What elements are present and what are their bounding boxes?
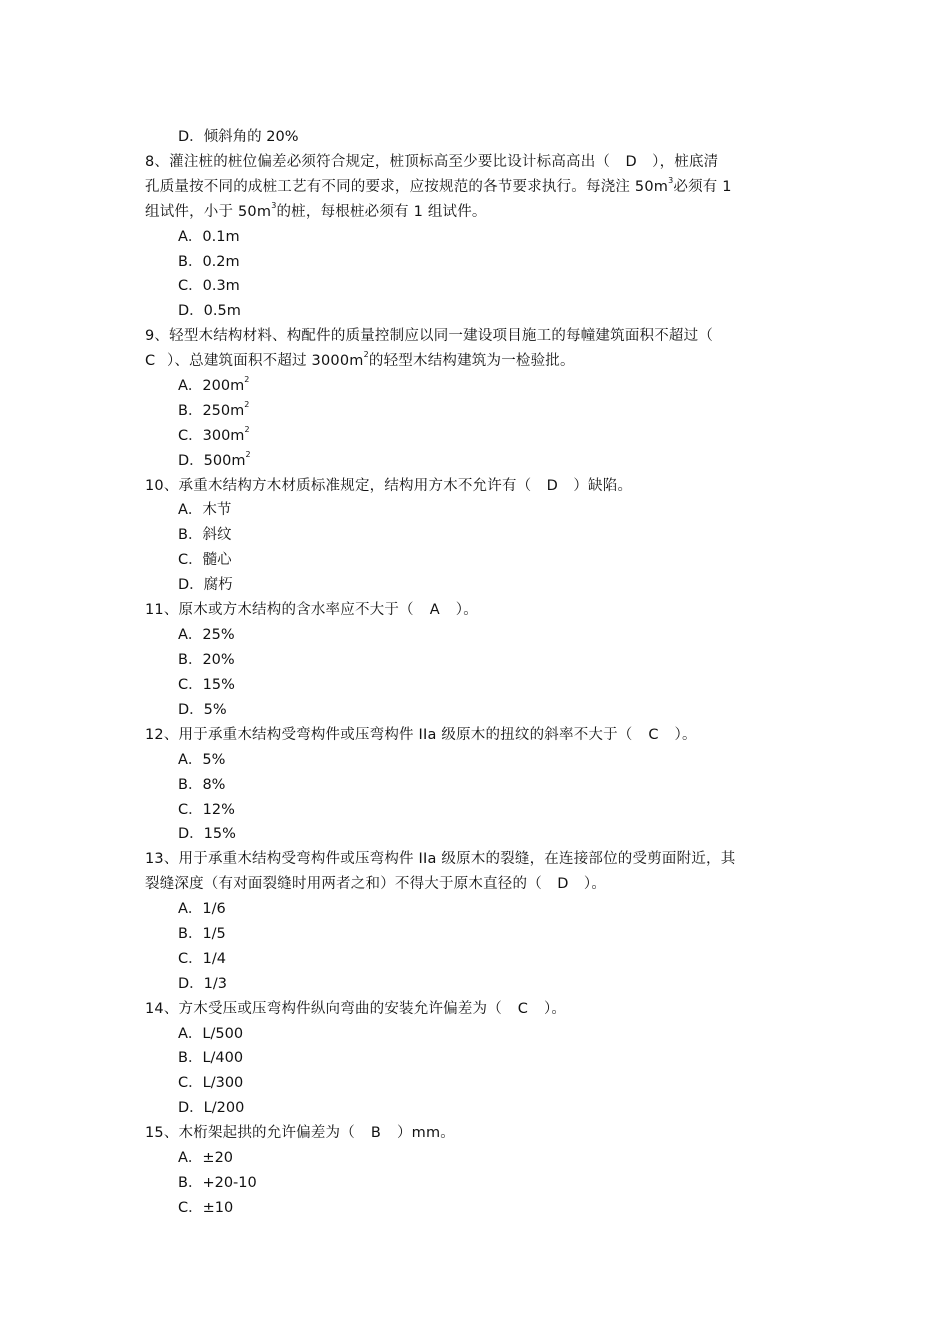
q8-option-a: A．0.1m (178, 229, 240, 245)
option-text: C．300m (178, 428, 245, 444)
q10-option-d: D．腐朽 (178, 577, 233, 593)
q15-option-a: A．±20 (178, 1150, 234, 1166)
q14-answer: C (517, 1001, 529, 1017)
q9-option-d (178, 451, 843, 471)
q11-option-b: B．20% (178, 652, 235, 668)
q15-option-c: C．±10 (178, 1200, 234, 1216)
q15-text: 15、木桁架起拱的允许偏差为（ (145, 1125, 355, 1141)
q14-option-b: B．L/400 (178, 1050, 244, 1066)
q15-line (145, 1123, 810, 1143)
superscript: 2 (244, 400, 250, 410)
q11-text: ）。 (455, 602, 478, 618)
q8-text: 的桩，每根桩必须有 1 组试件。 (276, 204, 487, 220)
q8-line-1 (145, 152, 810, 172)
q9-text: ）、总建筑面积不超过 3000m (167, 353, 364, 369)
q9-text: 的轻型木结构建筑为一检验批。 (368, 353, 575, 369)
q8-text: 必须有 1 (673, 179, 732, 195)
q11-text: 11、原木或方木结构的含水率应不大于（ (145, 602, 414, 618)
q12-text: 12、用于承重木结构受弯构件或压弯构件 IIa 级原木的扭纹的斜率不大于（ (145, 727, 633, 743)
q9-option-a (178, 376, 843, 396)
q9-line-1: 9、轻型木结构材料、构配件的质量控制应以同一建设项目施工的每幢建筑面积不超过（ (145, 328, 714, 344)
superscript: 3 (668, 176, 674, 186)
q10-option-c: C．髓心 (178, 552, 232, 568)
q8-option-b: B．0.2m (178, 254, 240, 270)
q12-answer: C (648, 727, 659, 743)
q8-line-2 (145, 177, 810, 197)
q12-line (145, 725, 810, 745)
superscript: 2 (244, 375, 250, 385)
q8-line-3 (145, 202, 810, 222)
q10-text: 10、承重木结构方木材质标准规定，结构用方木不允许有（ (145, 478, 532, 494)
q10-option-a: A．木节 (178, 502, 232, 518)
q8-text: 组试件，小于 50m (145, 204, 272, 220)
option-text: D．500m (178, 453, 246, 469)
option-text: A．200m (178, 378, 245, 394)
q15-answer: B (370, 1125, 382, 1141)
q15-text: ）mm。 (396, 1125, 456, 1141)
q14-option-d: D．L/200 (178, 1100, 245, 1116)
q14-option-c: C．L/300 (178, 1075, 244, 1091)
q12-option-a: A．5% (178, 752, 226, 768)
q11-answer: A (429, 602, 440, 618)
q12-option-c: C．12% (178, 802, 235, 818)
q13-text: ）。 (583, 876, 607, 892)
q13-line-2 (145, 874, 810, 894)
q12-text: ）。 (674, 727, 697, 743)
q12-option-b: B．8% (178, 777, 226, 793)
q8-answer: D (625, 154, 637, 170)
q13-option-b: B．1/5 (178, 926, 226, 942)
q9-answer: C (145, 353, 156, 369)
q13-line-1: 13、用于承重木结构受弯构件或压弯构件 IIa 级原木的裂缝，在连接部位的受剪面附近，其 (145, 851, 736, 867)
q12-option-d: D．15% (178, 826, 236, 842)
q10-text: ）缺陷。 (573, 478, 633, 494)
q13-option-c: C．1/4 (178, 951, 226, 967)
q13-option-a: A．1/6 (178, 901, 226, 917)
q9-option-b (178, 401, 843, 421)
q8-text: 8、灌注桩的桩位偏差必须符合规定，桩顶标高至少要比设计标高高出（ (145, 154, 611, 170)
q8-text: ），桩底清 (652, 154, 719, 170)
superscript: 3 (271, 201, 277, 211)
q11-option-d: D．5% (178, 702, 227, 718)
q8-option-d: D．0.5m (178, 303, 241, 319)
q15-option-b: B．+20-10 (178, 1175, 257, 1191)
q11-option-c: C．15% (178, 677, 235, 693)
q14-text: ）。 (543, 1001, 567, 1017)
superscript: 2 (244, 425, 250, 435)
q14-text: 14、方木受压或压弯构件纵向弯曲的安装允许偏差为（ (145, 1001, 502, 1017)
q9-line-2 (145, 351, 810, 371)
q10-option-b: B．斜纹 (178, 527, 232, 543)
q13-text: 裂缝深度（有对面裂缝时用两者之和）不得大于原木直径的（ (145, 876, 542, 892)
q10-line (145, 476, 810, 496)
superscript: 2 (363, 350, 369, 360)
q11-option-a: A．25% (178, 627, 235, 643)
q8-text: 孔质量按不同的成桩工艺有不同的要求，应按规范的各节要求执行。每浇注 50m (145, 179, 669, 195)
q7-option-d: D．倾斜角的 20% (178, 129, 299, 145)
q14-option-a: A．L/500 (178, 1026, 244, 1042)
q11-line (145, 600, 810, 620)
q8-option-c: C．0.3m (178, 278, 240, 294)
q13-answer: D (557, 876, 569, 892)
option-text: B．250m (178, 403, 245, 419)
q13-option-d: D．1/3 (178, 976, 228, 992)
q10-answer: D (546, 478, 559, 494)
superscript: 2 (245, 450, 251, 460)
q9-option-c (178, 426, 843, 446)
q14-line (145, 999, 810, 1019)
